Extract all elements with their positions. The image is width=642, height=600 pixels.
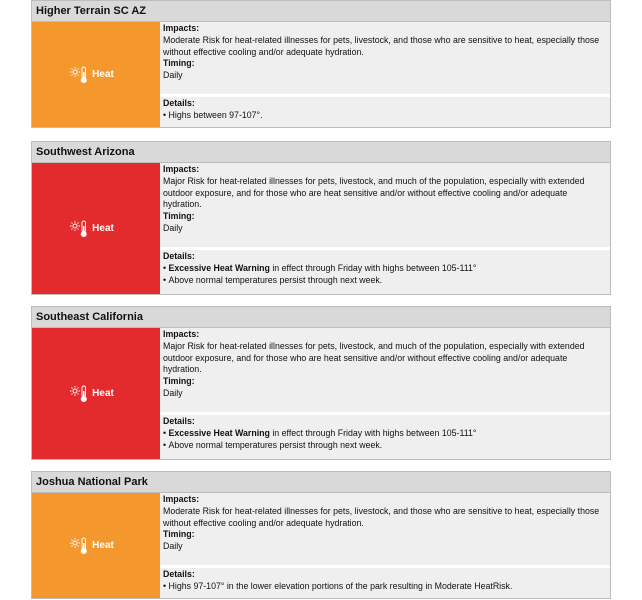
details-label: Details:: [163, 416, 195, 426]
timing-text: Daily: [163, 70, 183, 81]
hazard-tile: [32, 328, 160, 459]
heat-icon: [70, 384, 90, 404]
region-title: Higher Terrain SC AZ: [31, 0, 611, 22]
details-label: Details:: [163, 98, 195, 108]
info-panel: [160, 493, 610, 598]
timing-label: Timing:: [163, 58, 195, 69]
hazard-label: Heat: [92, 388, 114, 399]
details-block: [160, 250, 610, 294]
detail-item: • Excessive Heat Warning in effect through Friday with highs between 105-111°: [163, 263, 608, 275]
timing-text: Daily: [163, 541, 183, 552]
timing-text: Daily: [163, 222, 183, 233]
impacts-label: Impacts:: [163, 23, 200, 33]
region-title: Southwest Arizona: [31, 141, 611, 163]
info-panel: [160, 328, 610, 459]
impacts-timing-block: [160, 22, 610, 94]
region-higher-terrain-sc-az: [31, 0, 611, 128]
details-label: Details:: [163, 251, 195, 261]
impacts-timing-block: [160, 328, 610, 412]
hazard-label: Heat: [92, 69, 114, 80]
details-label: Details:: [163, 569, 195, 579]
region-title: Joshua National Park: [31, 471, 611, 493]
detail-item: • Above normal temperatures persist through next week.: [163, 275, 608, 287]
details-block: [160, 568, 610, 598]
impacts-label: Impacts:: [163, 164, 200, 174]
region-southwest-arizona: [31, 141, 611, 295]
hazard-tile: [32, 493, 160, 598]
detail-item: • Excessive Heat Warning in effect through Friday with highs between 105-111°: [163, 428, 608, 440]
detail-item: • Highs between 97-107°.: [163, 110, 608, 122]
impacts-timing-block: [160, 163, 610, 247]
impacts-text: Major Risk for heat-related illnesses for pets, livestock, and much of the population, especially with extended outdoor exposure, and for those who are heat sensitive and/or without effective cooling and/or adequate hydration.: [163, 340, 585, 375]
heat-icon: [70, 219, 90, 239]
impacts-label: Impacts:: [163, 494, 200, 504]
timing-label: Timing:: [163, 376, 195, 387]
impacts-text: Major Risk for heat-related illnesses for pets, livestock, and much of the population, especially with extended outdoor exposure, and for those who are heat sensitive and/or without effective cooling and/or adequate hydration.: [163, 175, 585, 210]
impacts-label: Impacts:: [163, 329, 200, 339]
details-block: [160, 97, 610, 127]
region-southeast-california: [31, 306, 611, 460]
info-panel: [160, 163, 610, 294]
hazard-tile: [32, 22, 160, 127]
detail-item: • Above normal temperatures persist through next week.: [163, 440, 608, 452]
heat-icon: [70, 536, 90, 556]
region-joshua-national-park: [31, 471, 611, 599]
hazard-label: Heat: [92, 540, 114, 551]
timing-label: Timing:: [163, 529, 195, 540]
impacts-text: Moderate Risk for heat-related illnesses for pets, livestock, and those who are sensitive to heat, especially those without effective cooling and/or adequate hydration.: [163, 505, 600, 528]
details-block: [160, 415, 610, 459]
impacts-text: Moderate Risk for heat-related illnesses for pets, livestock, and those who are sensitive to heat, especially those without effective cooling and/or adequate hydration.: [163, 34, 600, 57]
hazard-label: Heat: [92, 223, 114, 234]
timing-label: Timing:: [163, 211, 195, 222]
detail-item: • Highs 97-107° in the lower elevation portions of the park resulting in Moderate HeatRisk.: [163, 581, 608, 593]
timing-text: Daily: [163, 387, 183, 398]
impacts-timing-block: [160, 493, 610, 565]
region-title: Southeast California: [31, 306, 611, 328]
hazard-tile: [32, 163, 160, 294]
heat-icon: [70, 65, 90, 85]
info-panel: [160, 22, 610, 127]
